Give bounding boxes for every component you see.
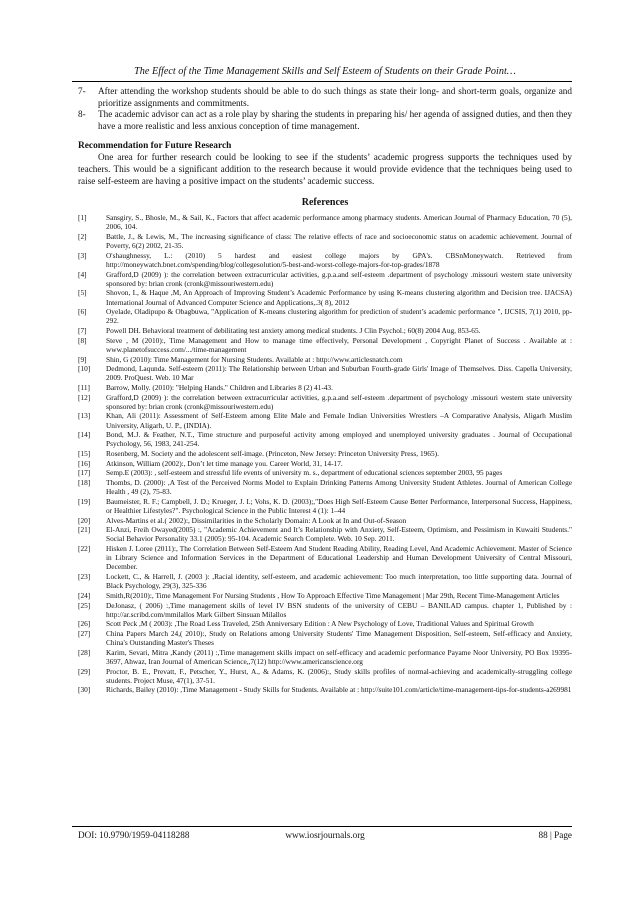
reference-text: Rosenberg, M. Society and the adolescent self-image. (Princeton, New Jersey: Princeton University Press, 1965).: [106, 449, 439, 459]
recommendation-text: After attending the workshop students should be able to do such things as state their long- and short-term goals, organize and prioritize assignments and commitments.: [98, 86, 572, 108]
reference-number: [27]: [78, 629, 91, 639]
reference-text: Shin, G (2010): Time Management for Nursing Students. Available at : http://www.articlesnatch.com: [106, 354, 403, 364]
reference-item: [78, 393, 572, 411]
reference-text: Grafford,D (2009) ): the correlation between extracurricular activities, g.p.a.and self-esteem .department of psychology .missouri western state university sponsored by: brian cronk (cronk@missouriwestern.edu): [106, 392, 572, 411]
reference-item: [78, 364, 572, 382]
reference-item: [78, 326, 572, 335]
running-header-title: The Effect of the Time Management Skills and Self Esteem of Students on their Grade Point…: [134, 66, 516, 77]
reference-text: Shovon, I., & Haque ,M, An Approach of Improving Student’s Academic Performance by using K-means clustering algorithm and Decision tree. IJACSA) International Journal of Advanced Computer Science and Applications,.3( 8), 2012: [106, 288, 572, 307]
reference-number: [28]: [78, 647, 91, 657]
reference-number: [23]: [78, 572, 91, 582]
reference-number: [5]: [78, 288, 87, 298]
reference-number: [24]: [78, 590, 91, 600]
reference-item: [78, 232, 572, 250]
reference-item: [78, 288, 572, 306]
reference-item: [78, 336, 572, 354]
reference-text: Baumeister, R. F.; Campbell, J. D.; Krueger, J. I.; Vohs, K. D. (2003);,"Does High Self-Esteem Cause Better Performance, Interpersonal Success, Happiness, or Healthier Lifestyles?". Psychological Science in the Public Interest 4 (1): 1–44: [106, 496, 572, 515]
reference-number: [15]: [78, 449, 91, 459]
reference-text: El-Anzi, Freih Owayed(2005) :, "Academic Achievement and It’s Relationship with Anxiety, Self-Esteem, Optimism, and Pessimism in Kuwaiti Students." Social Behavior Personality 33.1 (2005): 95-104. Academic Search Complete. Web. 10 Sep. 2011.: [106, 525, 572, 544]
reference-number: [1]: [78, 213, 87, 223]
reference-item: [78, 572, 572, 590]
reference-item: [78, 544, 572, 571]
reference-number: [6]: [78, 307, 87, 317]
reference-text: Hisken J. Loree (2011):, The Correlation Between Self-Esteem And Student Reading Ability, Reading Level, And Academic Achievement. Master of Science in Library Science and Information Services in the Department of Educational Leadership and Human Development University of Central Missouri, December.: [106, 544, 572, 572]
reference-item: [78, 430, 572, 448]
reference-text: China Papers March 24,( 2010):, Study on Relations among University Students' Time Management Disposition, Self-esteem, Self-efficacy and Anxiety, China's Outstanding Master's Theses: [106, 629, 572, 648]
reference-number: [10]: [78, 364, 91, 374]
footer-website: www.iosrjournals.org: [285, 830, 365, 840]
recommendation-item: [78, 109, 572, 132]
reference-text: Atkinson, William (2002):, Don’t let time manage you. Career World, 31, 14-17.: [106, 458, 343, 468]
reference-number: [19]: [78, 496, 91, 506]
reference-item: [78, 251, 572, 269]
future-research-heading: Recommendation for Future Research: [78, 141, 232, 152]
reference-number: [25]: [78, 600, 91, 610]
reference-number: [4]: [78, 269, 87, 279]
reference-text: Grafford,D (2009) ): the correlation between extracurricular activities, g.p.a.and self-esteem .department of psychology .missouri western state university sponsored by: brian cronk (cronk@missouriwestern.edu): [106, 269, 572, 288]
reference-text: Karim, Sevari, Mitra ,Kandy (2011) :,Time management skills impact on self-efficacy and academic performance Payame Noor University, PO Box 19395-3697, Ahwaz, Iran Journal of American Science,,7(12) http://www.americanscience.org: [106, 647, 572, 666]
reference-item: [78, 383, 572, 392]
references-heading: References: [301, 197, 349, 209]
reference-item: [78, 478, 572, 496]
reference-text: Scott Peck ,M ( 2003): ,The Road Less Traveled, 25th Anniversary Edition : A New Psychology of Love, Traditional Values and Spiritual Growth: [106, 619, 534, 629]
reference-item: [78, 468, 572, 477]
reference-number: [3]: [78, 250, 87, 260]
reference-number: [30]: [78, 685, 91, 695]
reference-number: [8]: [78, 335, 87, 345]
reference-item: [78, 270, 572, 288]
footer-page-number: 88 | Page: [538, 830, 572, 840]
reference-item: [78, 449, 572, 458]
reference-number: [13]: [78, 411, 91, 421]
reference-number: [9]: [78, 354, 87, 364]
reference-item: [78, 459, 572, 468]
reference-number: [11]: [78, 382, 90, 392]
reference-text: Richards, Bailey (2010): ,Time Management - Study Skills for Students. Available at : http://suite101.com/article/time-management-tips-for-students-a269981: [106, 685, 572, 695]
future-research-paragraph: One area for further research could be looking to see if the students’ academic progress supports the techniques used by teachers. This would be a significant addition to the research because it would provide evidence that the techniques being used to raise self-esteem are having a positive impact on the students’ academic success.: [78, 152, 572, 186]
reference-item: [78, 601, 572, 619]
reference-text: DeJonasz, ( 2006) :,Time management skills of level IV BSN students of the university of CEBU – BANILAD campus. chapter 1, Published by : http://ar.scribd.com/mmilallos Mark Gilbert Sinsuan Milallos: [106, 600, 572, 619]
reference-item: [78, 591, 572, 600]
reference-text: Powell DH. Behavioral treatment of debilitating test anxiety among medical students. J Clin Psychol.; 60(8) 2004 Aug, 853-65.: [106, 326, 481, 336]
reference-text: Oyelade, Oladipupo & Obagbuwa, "Application of K-means clustering algorithm for prediction of student’s academic performance ", IJCSIS, 7(1) 2010, pp-292.: [106, 307, 572, 326]
page-content: [78, 86, 572, 695]
footer-divider: [72, 826, 572, 827]
recommendation-text: The academic advisor can act as a role play by sharing the students in preparing his/ her agenda of assigned duties, and then they have a more realistic and less anxious conception of time management.: [98, 109, 572, 131]
reference-text: Alves-Martins et al.( 2002):, Dissimilarities in the Scholarly Domain: A Look at In and Out-of-Season: [106, 515, 407, 525]
reference-number: [17]: [78, 468, 91, 478]
reference-number: [16]: [78, 458, 91, 468]
reference-text: Steve , M (2010):, Time Management and How to manage time effectively, Personal Development , Copyright Planet of Success . Available at : www.planetofsuccess.com/.../time-management: [106, 335, 572, 354]
reference-number: [12]: [78, 392, 91, 402]
reference-item: [78, 411, 572, 429]
reference-item: [78, 516, 572, 525]
reference-text: Lockett, C., & Harrell, J. (2003 ): ,Racial identity, self-esteem, and academic achievement: Too much interpretation, too little supporting data. Journal of Black Psychology, 29(3), 325-336: [106, 572, 572, 591]
recommendation-marker: 7-: [78, 86, 86, 96]
reference-item: [78, 667, 572, 685]
reference-item: [78, 648, 572, 666]
reference-number: [21]: [78, 525, 91, 535]
reference-item: [78, 307, 572, 325]
recommendations-list: [78, 86, 572, 132]
reference-number: [18]: [78, 478, 91, 488]
references-list: [78, 213, 572, 694]
reference-text: Semp.E (2003): , self-esteem and stressful life events of university m. s., department of educational sciences september 2003, 95 pages: [106, 468, 503, 478]
reference-number: [26]: [78, 619, 91, 629]
reference-text: Thombs, D. (2000): ,A Test of the Perceived Norms Model to Explain Drinking Patterns Among University Student Athletes. Journal of American College Health , 49 (2), 75-83.: [106, 478, 572, 497]
reference-number: [29]: [78, 666, 91, 676]
reference-text: Barrow, Molly. (2010): "Helping Hands." Children and Libraries 8 (2) 41-43.: [106, 382, 333, 392]
reference-text: Proctor, B. E., Prevatt, F., Petscher, Y., Hurst, A., & Adams, K. (2006):, Study skills profiles of normal-achieving and academically-struggling college students. Project Muse, 47(1), 37-51.: [106, 666, 572, 685]
reference-text: Khan, Ali (2011): Assessment of Self-Esteem among Elite Male and Female Indian Universities Wrestlers –A Comparative Analysis, Aligarh Muslim University, Aligarh, U. P., (INDIA).: [106, 411, 572, 430]
reference-text: Smith,R(2010):, Time Management For Nursing Students , How To Approach Effective Time Management | Mar 29th, Recent Time-Management Articles: [106, 590, 560, 600]
reference-item: [78, 525, 572, 543]
reference-item: [78, 213, 572, 231]
reference-number: [7]: [78, 326, 87, 336]
reference-item: [78, 685, 572, 694]
reference-text: O'shaughnessy, L.: (2010) 5 hardest and easiest college majors by GPA's. CBSnMoneywatch. Retrieved from http://moneywatch.bnet.com/spending/blog/collegesolution/5-best-and-worst-college-majors-for-top-grades/1878: [106, 250, 572, 269]
recommendation-item: [78, 86, 572, 109]
reference-text: Bond, M.J. & Feather, N.T., Time structure and purposeful activity among employed and unemployed university graduates . Journal of Occupational Psychology, 56, 1983, 241-254.: [106, 430, 572, 449]
reference-item: [78, 355, 572, 364]
reference-number: [22]: [78, 544, 91, 554]
reference-text: Sansgiry, S., Bhosle, M., & Sail, K., Factors that affect academic performance among pharmacy students. American Journal of Pharmacy Education, 70 (5), 2006, 104.: [106, 213, 572, 232]
reference-item: [78, 497, 572, 515]
reference-number: [2]: [78, 231, 87, 241]
reference-text: Battle, J., & Lewis, M., The increasing significance of class: The relative effects of race and socioeconomic status on academic achievement. Journal of Poverty, 6(2) 2002, 21-35.: [106, 231, 572, 251]
reference-item: [78, 619, 572, 628]
reference-number: [14]: [78, 430, 91, 440]
reference-number: [20]: [78, 515, 91, 525]
header-divider: [72, 81, 572, 82]
reference-item: [78, 629, 572, 647]
recommendation-marker: 8-: [78, 109, 86, 120]
footer-doi: DOI: 10.9790/1959-04118288: [78, 830, 190, 840]
reference-text: Dedmond, Laqunda. Self-esteem (2011): The Relationship between Urban and Suburban Fourth-grade Girls' Image of Themselves. Diss. Capella University, 2009. ProQuest. Web. 10 Mar: [106, 364, 572, 383]
